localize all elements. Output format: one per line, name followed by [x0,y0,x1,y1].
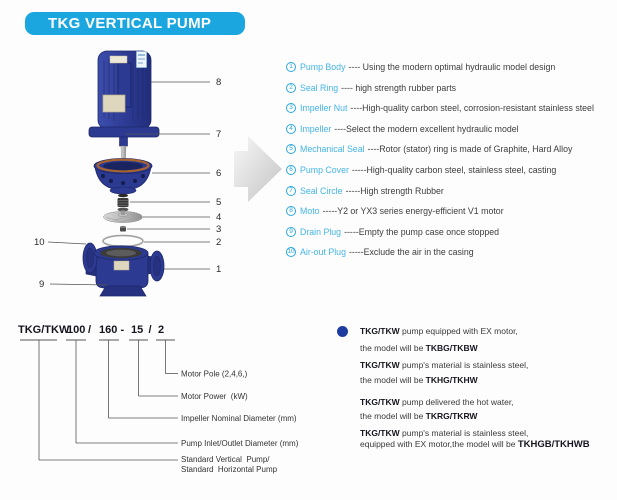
parts-list-item-1 [286,57,594,78]
variant-text: equipped with EX motor,the model will be [360,439,518,449]
bullet-icon [337,326,348,337]
page-title-banner [25,12,245,35]
impeller [104,211,143,223]
arrow-right-icon [234,136,282,202]
part-name: Impeller Nut [300,103,348,114]
callout-8: 8 [216,77,222,88]
callout-3: 3 [216,224,222,235]
part-description: -----Exclude the air in the casing [348,247,474,258]
parts-list-item-10 [286,242,594,263]
part-description: ----High-quality carbon steel, corrosion-resistant stainless steel [350,103,594,114]
variant-model-code: TKBG/TKBW [425,343,478,353]
variant-3-line-1 [360,397,514,407]
part-name: Mechanical Seal [300,144,365,155]
part-description: ----Rotor (stator) ring is made of Graphite, Hard Alloy [367,144,573,155]
parts-list [286,57,594,262]
part-number-badge: 8 [286,206,296,216]
pump-casing [83,243,164,296]
part-description: ----Select the modern excellent hydraulic model [334,123,519,134]
part-number-badge: 5 [286,144,296,154]
variant-text: the model will be [360,411,426,421]
part-name: Impeller [300,123,332,134]
part-name: Seal Circle [300,185,343,196]
part-description: -----High strength Rubber [345,185,444,196]
part-name: Seal Ring [300,82,339,93]
parts-list-item-2 [286,78,594,99]
part-description: -----High-quality carbon steel, stainless steel, casting [351,165,557,175]
model-variants-notes [330,320,617,465]
pump-cover [94,159,152,195]
variant-model-code: TKHGB/TKHWB [517,439,590,450]
part-number-badge: 9 [286,227,296,237]
part-description: -----Y2 or YX3 series energy-efficient V1 motor [322,206,504,217]
parts-list-item-8 [286,201,594,222]
model-code-breakdown [0,314,340,500]
model-impeller: 160 [99,324,118,336]
parts-list-item-9 [286,221,594,242]
model-inlet: 100 [67,324,86,336]
variant-text: the model will be [360,375,426,385]
variant-code: TKG/TKW [360,360,400,370]
label-inlet-outlet-diameter: Pump Inlet/Outlet Diameter (mm) [181,439,299,448]
pump-base [100,286,146,296]
part-name: Drain Plug [300,226,342,237]
variant-text: pump's material is stainless steel, [399,360,529,370]
part-number-badge: 7 [286,186,296,196]
model-family: TKG/TKW [18,324,70,336]
model-sep1: / [88,324,92,336]
motor-top-label [110,56,127,63]
variant-model-code: TKRG/TKRW [425,411,478,421]
callout-9: 9 [39,279,45,290]
callout-10: 10 [34,237,45,248]
parts-list-item-7 [286,180,594,201]
variant-4-line-2 [360,439,590,450]
variant-3-line-2 [360,411,477,421]
label-pump-type-1: Standard Vertical Pump/ [181,455,270,464]
variant-1-line-1 [360,326,518,336]
casing-nameplate [114,261,129,270]
parts-list-item-5 [286,139,594,160]
part-number-badge: 1 [286,62,296,72]
variant-4-line-1 [360,428,528,438]
impeller-nut [120,226,126,232]
callout-2: 2 [216,237,222,248]
label-motor-pole: Motor Pole (2,4,6,) [181,369,248,379]
callout-4: 4 [216,212,222,223]
variant-1-line-2 [360,343,478,353]
parts-list-item-4 [286,119,594,140]
part-description: ---- Using the modern optimal hydraulic model design [348,62,556,73]
model-sep2: - [120,324,125,336]
pump-exploded-diagram [20,45,300,315]
variant-code: TKG/TKW [360,397,400,407]
label-pump-type-2: Standard Horizontal Pump [181,465,278,474]
part-name: Moto [300,206,320,217]
variant-text: pump delivered the hot water, [399,397,514,407]
variant-model-code: TKHG/TKHW [425,375,478,385]
label-motor-power: Motor Power (kW) [181,392,248,401]
part-number-badge: 6 [286,165,296,175]
variant-text: pump equipped with EX motor, [399,326,518,336]
part-number-badge: 3 [286,103,296,113]
variant-code: TKG/TKW [360,326,400,336]
seal-ring [103,236,143,247]
motor [89,51,159,137]
motor-nameplate [103,95,125,112]
part-name: Pump Cover [300,165,349,175]
model-power: 15 [131,324,144,336]
part-description: -----Empty the pump case once stopped [344,226,500,237]
variant-2-line-1 [360,360,528,370]
part-name: Air-out Plug [300,247,346,258]
model-sep3: / [148,324,152,336]
page-title: TKG VERTICAL PUMP [48,15,212,32]
part-number-badge: 10 [287,248,295,256]
parts-list-item-6 [286,160,594,181]
callout-6: 6 [216,168,222,179]
part-name: Pump Body [300,62,346,73]
callout-1: 1 [216,264,222,275]
part-number-badge: 2 [286,83,296,93]
part-description: ---- high strength rubber parts [341,82,457,93]
model-pole: 2 [158,324,165,336]
variant-2-line-2 [360,375,478,385]
callout-5: 5 [216,197,222,208]
parts-list-item-3 [286,98,594,119]
part-number-badge: 4 [286,124,296,134]
callout-7: 7 [216,129,222,140]
label-impeller-diameter: Impeller Nominal Diameter (mm) [181,414,297,423]
variant-code: TKG/TKW [360,428,400,438]
variant-text: the model will be [360,343,426,353]
variant-text: pump's material is stainless steel, [399,428,529,438]
model-connector-lines [39,340,178,460]
motor-side-label [137,52,147,68]
